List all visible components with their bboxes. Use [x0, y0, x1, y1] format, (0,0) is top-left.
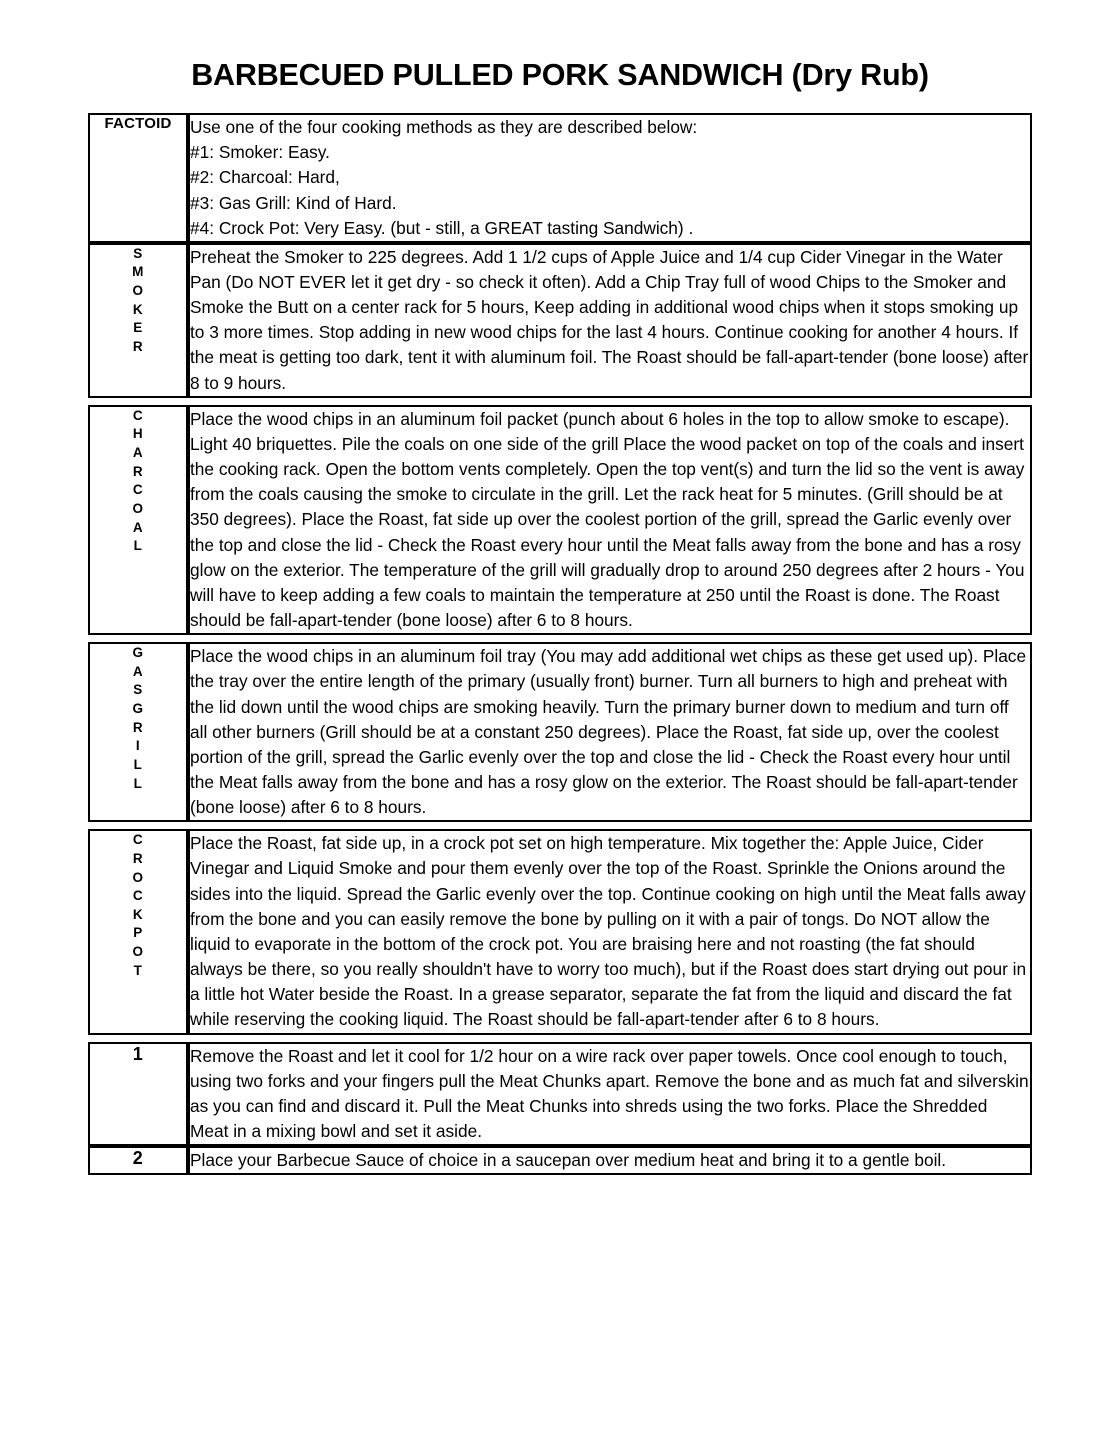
row-body-text: Remove the Roast and let it cool for 1/2 hour on a wire rack over paper towels. Once cool enough to touch, using two forks and your fingers pull the Meat Chunks apart. Remove the bone and as much fat and silverskin as you can find and discard it. Pull the Meat Chunks into shreds using the two forks. Place the Shredded Meat in a mixing bowl and set it aside.	[190, 1045, 1029, 1141]
row-label-charcoal	[88, 405, 188, 635]
row-label-step-1	[88, 1042, 188, 1147]
table-row	[88, 1146, 1032, 1175]
row-body-text: Place the wood chips in an aluminum foil packet (punch about 6 holes in the top to allow smoke to escape). Light 40 briquettes. Pile the coals on one side of the grill Place the wood packet on top of the coals and insert the cooking rack. Open the bottom vents completely. Open the top vent(s) and turn the lid so the vent is away from the coals causing the smoke to circulate in the grill. Let the rack heat for 5 minutes. (Grill should be at 350 degrees). Place the Roast, fat side up over the coolest portion of the grill, spread the Garlic evenly over the top and close the lid - Check the Roast every hour until the Meat falls away from the bone and has a rosy glow on the exterior. The temperature of the grill will gradually drop to around 250 degrees after 2 hours - You will have to keep adding a few coals to maintain the temperature at 250 until the Roast is done. The Roast should be fall-apart-tender (bone loose) after 6 to 8 hours.	[190, 408, 1025, 631]
factoid-line: #3: Gas Grill: Kind of Hard.	[190, 192, 397, 213]
row-body-step-2	[188, 1146, 1032, 1175]
row-body-text: Place the wood chips in an aluminum foil tray (You may add additional wet chips as these get used up). Place the tray over the entire length of the primary (usually front) burner. Turn all burners to high and preheat with the lid down until the wood chips are smoking heavily. Turn the primary burner down to medium and turn off all other burners (Grill should be at a constant 250 degrees). Place the Roast, fat side up, over the coolest portion of the grill, spread the Garlic evenly over the top and close the lid - Check the Roast every hour until the Meat falls away from the bone and has a rosy glow on the exterior. The Roast should be fall-apart-tender (bone loose) after 6 to 8 hours.	[190, 646, 1027, 818]
row-spacer	[88, 398, 1032, 405]
row-label-text: C R O C K P O T	[132, 832, 144, 978]
row-body-smoker	[188, 243, 1032, 398]
row-label-gas-grill	[88, 642, 188, 822]
page-title: BARBECUED PULLED PORK SANDWICH (Dry Rub)	[191, 58, 929, 92]
row-label-smoker	[88, 243, 188, 398]
factoid-line: Use one of the four cooking methods as they are described below:	[190, 117, 698, 138]
table-row	[88, 405, 1032, 635]
factoid-line: #1: Smoker: Easy.	[190, 142, 330, 163]
row-body-text: Preheat the Smoker to 225 degrees. Add 1 1/2 cups of Apple Juice and 1/4 cup Cider Vinegar in the Water Pan (Do NOT EVER let it get dry - so check it often). Add a Chip Tray full of wood Chips to the Smoker and Smoke the Butt on a center rack for 5 hours, Keep adding in additional wood chips when it stops smoking up to 3 more times. Stop adding in new wood chips for the last 4 hours. Continue cooking for another 4 hours. If the meat is getting too dark, tent it with aluminum foil. The Roast should be fall-apart-tender (bone loose) after 8 to 9 hours.	[190, 246, 1029, 393]
row-label-crock-pot	[88, 829, 188, 1034]
table-row	[88, 642, 1032, 822]
row-spacer	[88, 1035, 1032, 1042]
row-label-text: S M O K E R	[132, 245, 144, 354]
row-body-factoid	[188, 113, 1032, 243]
row-body-gas-grill	[188, 642, 1032, 822]
factoid-line: #4: Crock Pot: Very Easy. (but - still, a GREAT tasting Sandwich) .	[190, 217, 694, 238]
row-label-text: G A S G R I L L	[132, 645, 144, 791]
recipe-table	[88, 113, 1032, 1175]
row-body-crock-pot	[188, 829, 1032, 1034]
row-body-text: Place the Roast, fat side up, in a crock pot set on high temperature. Mix together the: Apple Juice, Cider Vinegar and Liquid Smoke and pour them evenly over the top of the Roast. Sprinkle the Onions around the sides into the liquid. Spread the Garlic evenly over the top. Continue cooking on high until the Meat falls away from the bone and you can easily remove the bone by pulling on it with a pair of tongs. Do NOT allow the liquid to evaporate in the bottom of the crock pot. You are braising here and not roasting (the fat should always be there, so you really shouldn't have to worry too much), but if the Roast does start drying out pour in a little hot Water beside the Roast. In a grease separator, separate the fat from the liquid and discard the fat while reserving the cooking liquid. The Roast should be fall-apart-tender after 6 to 8 hours.	[190, 833, 1027, 1030]
row-label-text: FACTOID	[104, 115, 172, 133]
row-label-text: 1	[132, 1043, 144, 1064]
table-row	[88, 829, 1032, 1034]
row-body-step-1	[188, 1042, 1032, 1147]
row-body-charcoal	[188, 405, 1032, 635]
table-row	[88, 113, 1032, 243]
row-body-text: Place your Barbecue Sauce of choice in a saucepan over medium heat and bring it to a gentle boil.	[190, 1150, 947, 1171]
table-row	[88, 1042, 1032, 1147]
row-label-factoid	[88, 113, 188, 243]
row-label-text: C H A R C O A L	[132, 407, 144, 554]
row-label-step-2	[88, 1146, 188, 1175]
row-spacer	[88, 822, 1032, 829]
row-spacer	[88, 635, 1032, 642]
table-row	[88, 243, 1032, 398]
row-label-text: 2	[132, 1148, 144, 1169]
factoid-line: #2: Charcoal: Hard,	[190, 167, 340, 188]
